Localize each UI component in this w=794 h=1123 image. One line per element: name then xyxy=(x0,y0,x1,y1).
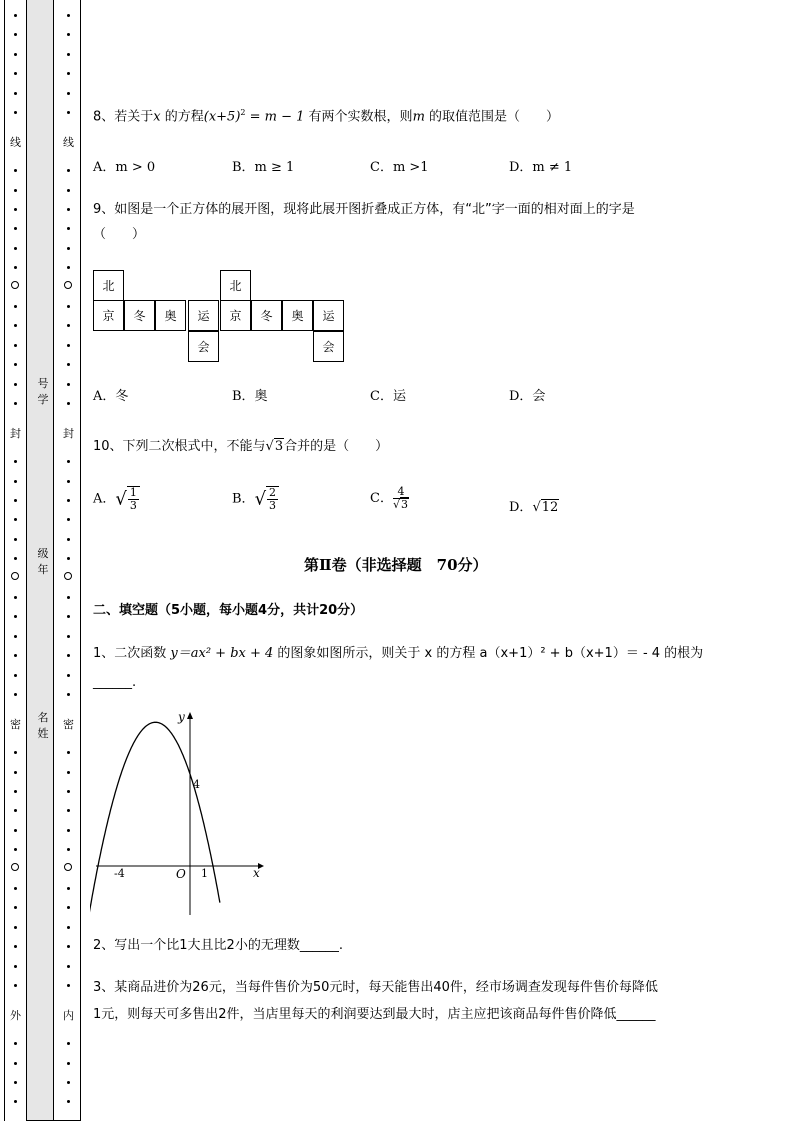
margin-dot xyxy=(14,266,17,269)
q10-stem: 10、下列二次根式中，不能与√3合并的是（ ） xyxy=(93,439,389,454)
margin-dot xyxy=(14,499,17,502)
margin-dot xyxy=(14,596,17,599)
margin-mark-xian-outer: 线 xyxy=(10,136,21,149)
x-axis-label: x xyxy=(253,866,260,880)
margin-dot xyxy=(14,771,17,774)
tick-neg4-label: -4 xyxy=(114,867,125,880)
net-right-dong: 冬 xyxy=(251,300,282,331)
margin-dot xyxy=(14,926,17,929)
margin-mark-feng-inner: 封 xyxy=(63,427,74,440)
f1-function: y＝ax² + bx + 4 xyxy=(170,646,274,661)
q10-option-b-den: 3 xyxy=(269,499,277,512)
margin-dot xyxy=(14,557,17,560)
margin-circle-icon xyxy=(64,281,72,289)
label-grade: 级年 xyxy=(37,547,49,576)
margin-dot xyxy=(14,480,17,483)
margin-dot xyxy=(67,887,70,890)
tick-1-label: 1 xyxy=(201,867,208,880)
margin-dot xyxy=(67,906,70,909)
q8-stem-a: 8、若关于 xyxy=(93,109,154,125)
margin-mark-feng-outer: 封 xyxy=(10,427,21,440)
margin-dot xyxy=(67,72,70,75)
origin-label: O xyxy=(176,867,186,881)
q10-option-c[interactable] xyxy=(370,486,409,511)
q10-option-a[interactable]: A．√ $\frac{1}{3}$ xyxy=(93,486,140,512)
margin-dot xyxy=(14,829,17,832)
margin-dot xyxy=(67,266,70,269)
f1-answer-blank[interactable]: ______. xyxy=(93,675,137,690)
margin-dot xyxy=(67,674,70,677)
margin-dot xyxy=(67,538,70,541)
margin-dot xyxy=(67,460,70,463)
f2-stem: 2、写出一个比1大且比2小的无理数______. xyxy=(93,938,343,953)
margin-mark-mi-outer: 密 xyxy=(10,718,21,731)
q10-sqrt3: 3 xyxy=(274,439,284,454)
margin-dot xyxy=(67,790,70,793)
margin-dot xyxy=(67,693,70,696)
margin-dot xyxy=(14,809,17,812)
q10-option-a-den: 3 xyxy=(129,499,137,512)
margin-dot xyxy=(67,926,70,929)
q8-stem-c: 有两个实数根，则 xyxy=(304,109,413,125)
q9-option-d[interactable]: D．会 xyxy=(509,389,546,404)
section-fill-in-title: 二、填空题（5小题，每小题4分，共计20分） xyxy=(93,603,364,618)
net-right-yun: 运 xyxy=(313,300,344,331)
margin-dot xyxy=(67,344,70,347)
q10-option-d[interactable]: D．√12 xyxy=(509,500,559,515)
margin-dot xyxy=(14,674,17,677)
margin-dot xyxy=(14,965,17,968)
net-left-jing: 京 xyxy=(93,300,124,331)
margin-dot xyxy=(14,1042,17,1045)
f1-stem xyxy=(93,647,703,660)
margin-dot xyxy=(67,247,70,250)
margin-dot xyxy=(67,169,70,172)
margin-dot xyxy=(14,247,17,250)
margin-dot xyxy=(67,14,70,17)
net-right-hui: 会 xyxy=(313,331,344,362)
margin-circle-icon xyxy=(11,863,19,871)
margin-dot xyxy=(67,518,70,521)
margin-dot xyxy=(14,635,17,638)
net-left-ao: 奥 xyxy=(155,300,186,331)
label-name: 名姓 xyxy=(37,711,49,740)
margin-inner-line xyxy=(80,0,81,1121)
q10-option-a-label: A． xyxy=(93,491,116,507)
margin-dot xyxy=(14,169,17,172)
q10-option-d-label: D． xyxy=(509,500,533,515)
q9-stem-line2: （ ） xyxy=(93,227,146,242)
q10-option-c-label: C． xyxy=(370,491,393,506)
q10-option-b[interactable]: B．√ $\frac{2}{3}$ xyxy=(232,486,279,512)
margin-dot xyxy=(67,1062,70,1065)
q10-option-a-num: 1 xyxy=(129,486,137,499)
margin-dot xyxy=(14,14,17,17)
margin-circle-icon xyxy=(11,572,19,580)
margin-dot xyxy=(67,208,70,211)
q8-option-a[interactable]: A．m > 0 xyxy=(93,160,156,175)
margin-dot xyxy=(14,111,17,114)
margin-dot xyxy=(67,53,70,56)
margin-dot xyxy=(14,1081,17,1084)
q8-option-d[interactable]: D．m ≠ 1 xyxy=(509,160,573,175)
q9-stem-line1: 9、如图是一个正方体的展开图，现将此展开图折叠成正方体，有“北”字一面的相对面上的字是 xyxy=(93,202,635,217)
label-student-number: 号学 xyxy=(37,377,49,406)
margin-dot xyxy=(14,324,17,327)
margin-dot xyxy=(14,906,17,909)
margin-dot xyxy=(14,208,17,211)
margin-dot xyxy=(14,693,17,696)
q9-option-a[interactable]: A．冬 xyxy=(93,389,129,404)
net-left-dong: 冬 xyxy=(124,300,155,331)
margin-dot xyxy=(67,984,70,987)
margin-dot xyxy=(67,402,70,405)
net-left-bei: 北 xyxy=(93,270,124,301)
q8-option-b[interactable]: B．m ≥ 1 xyxy=(232,160,295,175)
margin-dot xyxy=(14,848,17,851)
margin-dot xyxy=(67,1081,70,1084)
margin-dot xyxy=(67,771,70,774)
q8-equation: (x+5) xyxy=(203,109,241,125)
margin-dot xyxy=(67,363,70,366)
margin-dot xyxy=(67,189,70,192)
margin-dot xyxy=(67,111,70,114)
margin-dot xyxy=(14,53,17,56)
net-right-jing: 京 xyxy=(220,300,251,331)
margin-dot xyxy=(67,1100,70,1103)
margin-dot xyxy=(14,518,17,521)
q10-option-d-radicand: 12 xyxy=(541,500,559,515)
margin-bottom-line xyxy=(26,1120,81,1121)
margin-mark-mi-inner: 密 xyxy=(63,718,74,731)
margin-dot xyxy=(14,72,17,75)
q10-stem-b: 合并的是（ ） xyxy=(284,439,389,454)
q8-equation-rhs: = m − 1 xyxy=(245,109,305,125)
margin-dot xyxy=(67,305,70,308)
margin-dot xyxy=(14,1062,17,1065)
parabola-curve xyxy=(90,722,220,920)
margin-circle-icon xyxy=(64,572,72,580)
margin-dot xyxy=(14,92,17,95)
q9-option-b[interactable]: B．奥 xyxy=(232,389,268,404)
margin-dot xyxy=(67,654,70,657)
margin-dot xyxy=(14,189,17,192)
f3-stem-line1: 3、某商品进价为26元，当每件售价为50元时，每天能售出40件，经市场调查发现每件售价每降低 xyxy=(93,980,658,995)
q10-option-b-frac xyxy=(266,486,279,512)
margin-dot xyxy=(67,945,70,948)
margin-dot xyxy=(67,635,70,638)
margin-dot xyxy=(67,596,70,599)
q8-var-x: x xyxy=(153,109,161,125)
margin-dot xyxy=(67,1042,70,1045)
q8-exponent: 2 xyxy=(240,108,246,117)
parabola-graph xyxy=(90,705,270,920)
margin-dot xyxy=(67,227,70,230)
margin-dot xyxy=(67,499,70,502)
margin-dot xyxy=(14,344,17,347)
margin-dot xyxy=(14,383,17,386)
y-axis-arrow xyxy=(187,712,193,719)
f1-stem-b: 的图象如图所示，则关于 x 的方程 a（x+1）² + b（x+1）＝ - 4 的根为 xyxy=(273,646,704,661)
margin-dot xyxy=(14,654,17,657)
q10-stem-a: 10、下列二次根式中，不能与 xyxy=(93,439,266,454)
margin-mark-wai-outer: 外 xyxy=(10,1009,21,1022)
margin-dot xyxy=(14,984,17,987)
net-right-ao: 奥 xyxy=(282,300,313,331)
margin-outer-line xyxy=(4,0,5,1121)
net-left-yun: 运 xyxy=(188,300,219,331)
q8-option-c[interactable]: C．m >1 xyxy=(370,160,429,175)
margin-dot xyxy=(67,829,70,832)
margin-dot xyxy=(67,383,70,386)
margin-dot xyxy=(14,227,17,230)
margin-dot xyxy=(14,460,17,463)
margin-dot xyxy=(14,363,17,366)
margin-dot xyxy=(67,480,70,483)
q10-option-c-num: 4 xyxy=(393,486,409,499)
margin-dot xyxy=(67,33,70,36)
margin-mark-nei-inner: 内 xyxy=(63,1009,74,1022)
margin-dot xyxy=(14,1100,17,1103)
margin-dot xyxy=(14,538,17,541)
q8-stem-d: 的取值范围是（ ） xyxy=(424,109,560,125)
net-left-hui: 会 xyxy=(188,331,219,362)
margin-dot xyxy=(14,887,17,890)
margin-dot xyxy=(14,33,17,36)
margin-dot xyxy=(67,615,70,618)
q8-var-m: m xyxy=(412,109,425,125)
margin-dot xyxy=(67,324,70,327)
margin-dot xyxy=(14,305,17,308)
q9-option-c[interactable]: C．运 xyxy=(370,389,406,404)
q10-option-a-frac xyxy=(127,486,140,512)
q10-option-c-den: 3 xyxy=(400,498,408,511)
margin-dot xyxy=(67,751,70,754)
q8-stem-b: 的方程 xyxy=(160,109,204,125)
margin-dot xyxy=(14,751,17,754)
margin-dot xyxy=(14,790,17,793)
margin-mark-xian-inner: 线 xyxy=(63,136,74,149)
margin-dot xyxy=(67,809,70,812)
margin-dot xyxy=(14,945,17,948)
margin-circle-icon xyxy=(64,863,72,871)
tick-4-label: 4 xyxy=(193,778,200,791)
margin-dot xyxy=(14,402,17,405)
q10-option-b-label: B． xyxy=(232,491,255,507)
margin-dot xyxy=(14,615,17,618)
margin-dot xyxy=(67,92,70,95)
f3-stem-line2: 1元，则每天可多售出2件，当店里每天的利润要达到最大时，店主应把该商品每件售价降低______ xyxy=(93,1007,656,1022)
f1-stem-a: 1、二次函数 xyxy=(93,646,171,661)
q8-stem xyxy=(93,109,559,123)
margin-dot xyxy=(67,848,70,851)
margin-circle-icon xyxy=(11,281,19,289)
y-axis-label: y xyxy=(178,710,185,724)
net-right-bei: 北 xyxy=(220,270,251,301)
q10-option-c-frac: $\frac{4}{√3}$ xyxy=(392,485,408,511)
margin-dot xyxy=(67,965,70,968)
margin-dot xyxy=(67,557,70,560)
part2-title: 第Ⅱ卷（非选择题 70分） xyxy=(304,556,488,574)
q10-option-b-num: 2 xyxy=(269,486,277,499)
